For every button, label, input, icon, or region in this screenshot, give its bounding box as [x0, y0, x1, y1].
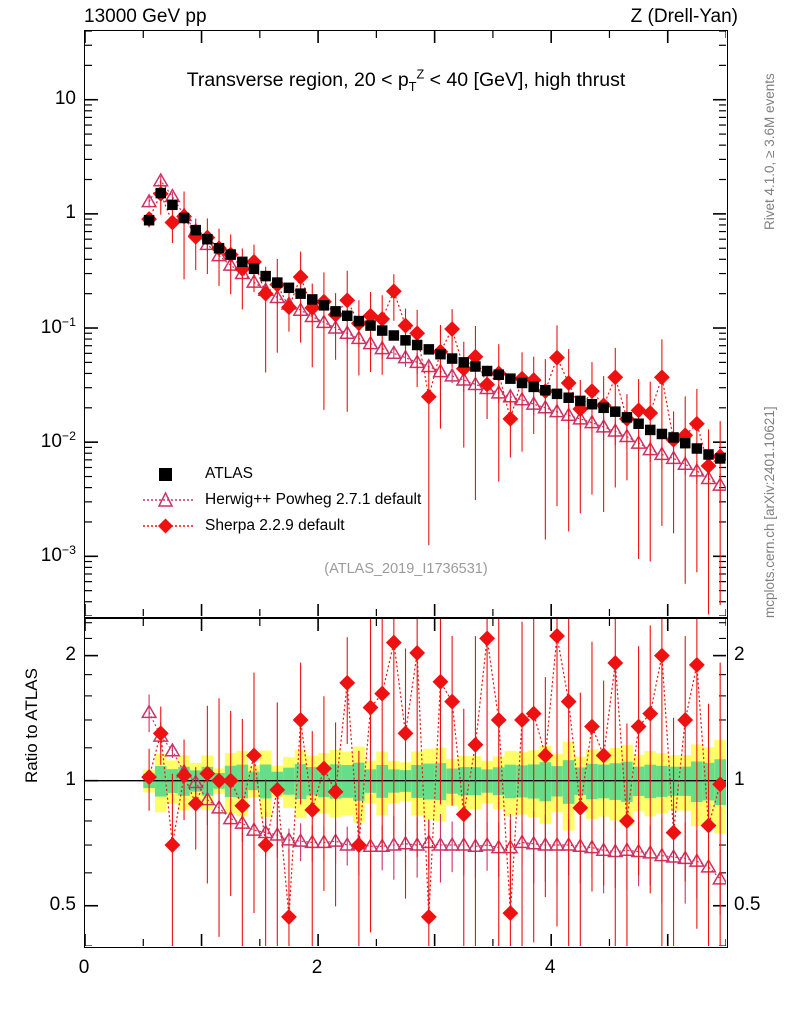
- header-left-beam-info: 13000 GeV pp: [84, 6, 207, 27]
- legend: [141, 461, 421, 539]
- ratio-ytick-right-0: 2: [734, 643, 745, 665]
- legend-label-herwig: Herwig++ Powheg 2.7.1 default: [205, 491, 422, 508]
- xtick-0: 0: [78, 957, 90, 978]
- ratio-ytick-right-2: 0.5: [734, 893, 761, 915]
- analysis-id-watermark: (ATLAS_2019_I1736531): [324, 561, 488, 577]
- main-ytick-1: 1: [65, 201, 76, 223]
- legend-label-atlas: ATLAS: [205, 465, 253, 482]
- legend-label-sherpa: Sherpa 2.2.9 default: [205, 517, 345, 534]
- legend-item-atlas[interactable]: [141, 461, 421, 487]
- ratio-ytick-left-0: 2: [65, 643, 76, 665]
- ratio-plot-panel: [84, 618, 728, 948]
- main-ytick-2: $10^{-1}$: [40, 314, 76, 339]
- filled-diamond-icon: [141, 516, 197, 536]
- main-plot-panel: [84, 30, 728, 618]
- header-right-process: Z (Drell-Yan): [630, 6, 738, 27]
- main-ytick-4: $10^{-3}$: [40, 543, 76, 567]
- ratio-y-axis-label: Ratio to ATLAS: [22, 668, 41, 783]
- legend-item-herwig[interactable]: [141, 487, 421, 513]
- ratio-ytick-right-1: 1: [734, 768, 745, 790]
- xtick-2: 4: [544, 957, 556, 978]
- open-triangle-icon: [141, 490, 197, 510]
- filled-square-icon: [141, 464, 197, 484]
- mcplots-source-label: mcplots.cern.ch [arXiv:2401.10621]: [762, 406, 777, 618]
- main-ytick-3: $10^{-2}$: [40, 428, 76, 453]
- ratio-plot-canvas: [85, 619, 726, 946]
- plot-title: Transverse region, $20 < p_T^Z < 40$ [GeV], high thrust: [186, 67, 626, 94]
- main-ytick-0: 10: [54, 87, 76, 109]
- ratio-ytick-left-1: 1: [65, 768, 76, 790]
- xtick-1: 2: [311, 957, 323, 978]
- legend-item-sherpa[interactable]: [141, 513, 421, 539]
- ratio-ytick-left-2: 0.5: [49, 893, 76, 915]
- rivet-version-label: Rivet 4.1.0, ≥ 3.6M events: [762, 73, 777, 230]
